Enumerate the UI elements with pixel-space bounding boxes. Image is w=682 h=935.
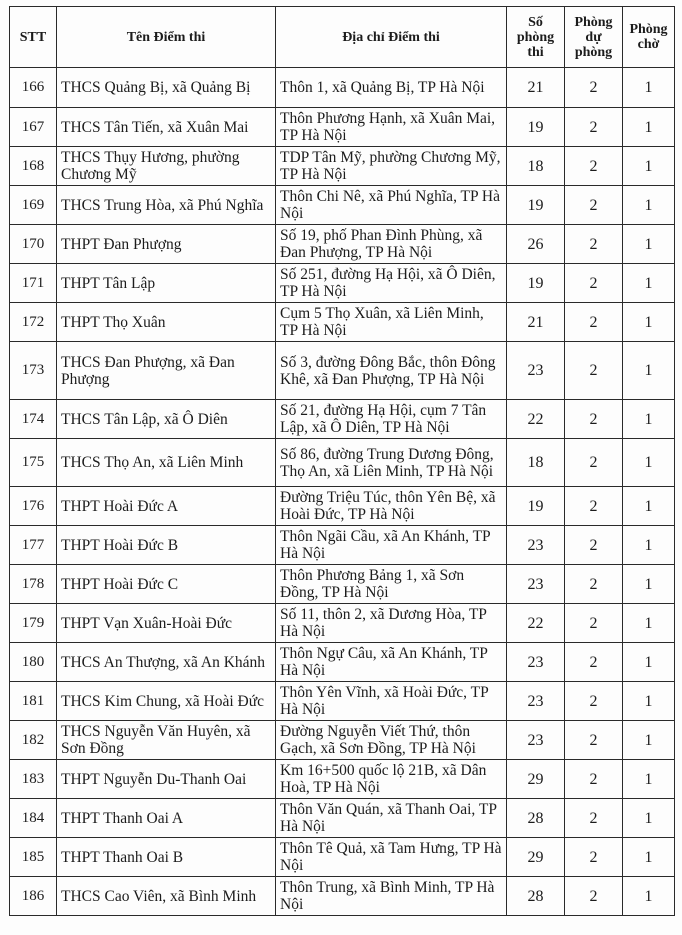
address-cell: Số 11, thôn 2, xã Dương Hòa, TP Hà Nội xyxy=(276,604,507,643)
spare-room-cell: 2 xyxy=(565,487,623,526)
spare-room-cell: 2 xyxy=(565,760,623,799)
waiting-room-cell: 1 xyxy=(623,526,675,565)
address-cell: Thôn Văn Quán, xã Thanh Oai, TP Hà Nội xyxy=(276,799,507,838)
address-cell: Số 3, đường Đông Bắc, thôn Đông Khê, xã Đan Phượng, TP Hà Nội xyxy=(276,342,507,400)
stt-cell: 183 xyxy=(10,760,57,799)
spare-room-cell: 2 xyxy=(565,643,623,682)
table-row xyxy=(10,643,675,682)
table-row xyxy=(10,565,675,604)
site-name-cell: THPT Hoài Đức B xyxy=(57,526,276,565)
waiting-room-cell: 1 xyxy=(623,487,675,526)
waiting-room-cell: 1 xyxy=(623,565,675,604)
spare-room-cell: 2 xyxy=(565,225,623,264)
exam-sites-table xyxy=(9,6,675,916)
table-row xyxy=(10,721,675,760)
header-row xyxy=(10,7,675,68)
room-count-cell: 22 xyxy=(507,400,565,439)
table-row xyxy=(10,303,675,342)
waiting-room-cell: 1 xyxy=(623,400,675,439)
table-row xyxy=(10,604,675,643)
stt-cell: 180 xyxy=(10,643,57,682)
address-cell: Km 16+500 quốc lộ 21B, xã Dân Hoà, TP Hà Nội xyxy=(276,760,507,799)
address-cell: Thôn Ngự Câu, xã An Khánh, TP Hà Nội xyxy=(276,643,507,682)
site-name-cell: THCS Tân Lập, xã Ô Diên xyxy=(57,400,276,439)
address-cell: Số 86, đường Trung Dương Đông, Thọ An, xã Liên Minh, TP Hà Nội xyxy=(276,439,507,487)
table-row xyxy=(10,760,675,799)
waiting-room-cell: 1 xyxy=(623,439,675,487)
spare-room-cell: 2 xyxy=(565,721,623,760)
site-name-cell: THCS Đan Phượng, xã Đan Phượng xyxy=(57,342,276,400)
waiting-room-cell: 1 xyxy=(623,225,675,264)
room-count-cell: 19 xyxy=(507,264,565,303)
waiting-room-cell: 1 xyxy=(623,838,675,877)
address-cell: Đường Triệu Túc, thôn Yên Bệ, xã Hoài Đức, TP Hà Nội xyxy=(276,487,507,526)
stt-cell: 176 xyxy=(10,487,57,526)
table-row xyxy=(10,400,675,439)
waiting-room-cell: 1 xyxy=(623,147,675,186)
spare-room-cell: 2 xyxy=(565,108,623,147)
table-row xyxy=(10,838,675,877)
spare-room-cell: 2 xyxy=(565,303,623,342)
site-name-cell: THPT Thanh Oai A xyxy=(57,799,276,838)
spare-room-cell: 2 xyxy=(565,526,623,565)
site-name-cell: THPT Vạn Xuân-Hoài Đức xyxy=(57,604,276,643)
room-count-cell: 18 xyxy=(507,147,565,186)
table-row xyxy=(10,68,675,108)
table-row xyxy=(10,264,675,303)
address-cell: TDP Tân Mỹ, phường Chương Mỹ, TP Hà Nội xyxy=(276,147,507,186)
stt-cell: 167 xyxy=(10,108,57,147)
table-row xyxy=(10,487,675,526)
spare-room-cell: 2 xyxy=(565,838,623,877)
header-dia-chi: Địa chỉ Điểm thi xyxy=(276,7,507,68)
site-name-cell: THPT Hoài Đức C xyxy=(57,565,276,604)
room-count-cell: 29 xyxy=(507,838,565,877)
waiting-room-cell: 1 xyxy=(623,604,675,643)
room-count-cell: 22 xyxy=(507,604,565,643)
header-stt: STT xyxy=(10,7,57,68)
site-name-cell: THCS Thụy Hương, phường Chương Mỹ xyxy=(57,147,276,186)
stt-cell: 179 xyxy=(10,604,57,643)
site-name-cell: THCS Nguyễn Văn Huyên, xã Sơn Đồng xyxy=(57,721,276,760)
stt-cell: 168 xyxy=(10,147,57,186)
waiting-room-cell: 1 xyxy=(623,799,675,838)
stt-cell: 175 xyxy=(10,439,57,487)
stt-cell: 174 xyxy=(10,400,57,439)
table-row xyxy=(10,439,675,487)
room-count-cell: 23 xyxy=(507,565,565,604)
room-count-cell: 29 xyxy=(507,760,565,799)
stt-cell: 177 xyxy=(10,526,57,565)
spare-room-cell: 2 xyxy=(565,342,623,400)
header-ten-diem-thi: Tên Điểm thi xyxy=(57,7,276,68)
spare-room-cell: 2 xyxy=(565,400,623,439)
room-count-cell: 19 xyxy=(507,186,565,225)
table-row xyxy=(10,799,675,838)
header-phong-du-phong: Phòng dự phòng xyxy=(565,7,623,68)
table-row xyxy=(10,147,675,186)
site-name-cell: THCS Thọ An, xã Liên Minh xyxy=(57,439,276,487)
room-count-cell: 23 xyxy=(507,643,565,682)
stt-cell: 166 xyxy=(10,68,57,108)
address-cell: Số 19, phố Phan Đình Phùng, xã Đan Phượng, TP Hà Nội xyxy=(276,225,507,264)
spare-room-cell: 2 xyxy=(565,186,623,225)
stt-cell: 185 xyxy=(10,838,57,877)
waiting-room-cell: 1 xyxy=(623,186,675,225)
room-count-cell: 28 xyxy=(507,799,565,838)
address-cell: Số 251, đường Hạ Hội, xã Ô Diên, TP Hà Nội xyxy=(276,264,507,303)
room-count-cell: 21 xyxy=(507,68,565,108)
stt-cell: 173 xyxy=(10,342,57,400)
spare-room-cell: 2 xyxy=(565,799,623,838)
spare-room-cell: 2 xyxy=(565,682,623,721)
waiting-room-cell: 1 xyxy=(623,303,675,342)
stt-cell: 181 xyxy=(10,682,57,721)
waiting-room-cell: 1 xyxy=(623,877,675,916)
site-name-cell: THCS Quảng Bị, xã Quảng Bị xyxy=(57,68,276,108)
address-cell: Thôn Phương Bảng 1, xã Sơn Đồng, TP Hà Nội xyxy=(276,565,507,604)
waiting-room-cell: 1 xyxy=(623,108,675,147)
room-count-cell: 21 xyxy=(507,303,565,342)
stt-cell: 171 xyxy=(10,264,57,303)
address-cell: Thôn Tê Quả, xã Tam Hưng, TP Hà Nội xyxy=(276,838,507,877)
waiting-room-cell: 1 xyxy=(623,342,675,400)
site-name-cell: THCS An Thượng, xã An Khánh xyxy=(57,643,276,682)
table-row xyxy=(10,225,675,264)
stt-cell: 169 xyxy=(10,186,57,225)
waiting-room-cell: 1 xyxy=(623,643,675,682)
address-cell: Đường Nguyễn Viết Thứ, thôn Gạch, xã Sơn Đồng, TP Hà Nội xyxy=(276,721,507,760)
site-name-cell: THCS Cao Viên, xã Bình Minh xyxy=(57,877,276,916)
address-cell: Thôn 1, xã Quảng Bị, TP Hà Nội xyxy=(276,68,507,108)
site-name-cell: THPT Nguyễn Du-Thanh Oai xyxy=(57,760,276,799)
room-count-cell: 23 xyxy=(507,342,565,400)
stt-cell: 182 xyxy=(10,721,57,760)
site-name-cell: THCS Trung Hòa, xã Phú Nghĩa xyxy=(57,186,276,225)
room-count-cell: 18 xyxy=(507,439,565,487)
room-count-cell: 19 xyxy=(507,108,565,147)
address-cell: Thôn Yên Vĩnh, xã Hoài Đức, TP Hà Nội xyxy=(276,682,507,721)
room-count-cell: 19 xyxy=(507,487,565,526)
spare-room-cell: 2 xyxy=(565,604,623,643)
header-phong-cho: Phòng chờ xyxy=(623,7,675,68)
waiting-room-cell: 1 xyxy=(623,760,675,799)
site-name-cell: THPT Đan Phượng xyxy=(57,225,276,264)
room-count-cell: 28 xyxy=(507,877,565,916)
spare-room-cell: 2 xyxy=(565,264,623,303)
address-cell: Thôn Ngãi Cầu, xã An Khánh, TP Hà Nội xyxy=(276,526,507,565)
room-count-cell: 23 xyxy=(507,721,565,760)
waiting-room-cell: 1 xyxy=(623,682,675,721)
table-row xyxy=(10,682,675,721)
table-header xyxy=(10,7,675,68)
site-name-cell: THPT Thọ Xuân xyxy=(57,303,276,342)
site-name-cell: THCS Tân Tiến, xã Xuân Mai xyxy=(57,108,276,147)
stt-cell: 184 xyxy=(10,799,57,838)
stt-cell: 186 xyxy=(10,877,57,916)
waiting-room-cell: 1 xyxy=(623,264,675,303)
table-row xyxy=(10,186,675,225)
spare-room-cell: 2 xyxy=(565,439,623,487)
table-row xyxy=(10,108,675,147)
spare-room-cell: 2 xyxy=(565,68,623,108)
site-name-cell: THPT Thanh Oai B xyxy=(57,838,276,877)
spare-room-cell: 2 xyxy=(565,565,623,604)
room-count-cell: 23 xyxy=(507,526,565,565)
waiting-room-cell: 1 xyxy=(623,68,675,108)
spare-room-cell: 2 xyxy=(565,877,623,916)
waiting-room-cell: 1 xyxy=(623,721,675,760)
address-cell: Cụm 5 Thọ Xuân, xã Liên Minh, TP Hà Nội xyxy=(276,303,507,342)
site-name-cell: THPT Tân Lập xyxy=(57,264,276,303)
stt-cell: 178 xyxy=(10,565,57,604)
header-so-phong-thi: Số phòng thi xyxy=(507,7,565,68)
room-count-cell: 23 xyxy=(507,682,565,721)
address-cell: Số 21, đường Hạ Hội, cụm 7 Tân Lập, xã Ô Diên, TP Hà Nội xyxy=(276,400,507,439)
address-cell: Thôn Trung, xã Bình Minh, TP Hà Nội xyxy=(276,877,507,916)
address-cell: Thôn Phương Hạnh, xã Xuân Mai, TP Hà Nội xyxy=(276,108,507,147)
room-count-cell: 26 xyxy=(507,225,565,264)
stt-cell: 170 xyxy=(10,225,57,264)
spare-room-cell: 2 xyxy=(565,147,623,186)
table-row xyxy=(10,526,675,565)
table-row xyxy=(10,877,675,916)
site-name-cell: THCS Kim Chung, xã Hoài Đức xyxy=(57,682,276,721)
table-body xyxy=(10,68,675,916)
table-row xyxy=(10,342,675,400)
stt-cell: 172 xyxy=(10,303,57,342)
address-cell: Thôn Chi Nê, xã Phú Nghĩa, TP Hà Nội xyxy=(276,186,507,225)
site-name-cell: THPT Hoài Đức A xyxy=(57,487,276,526)
